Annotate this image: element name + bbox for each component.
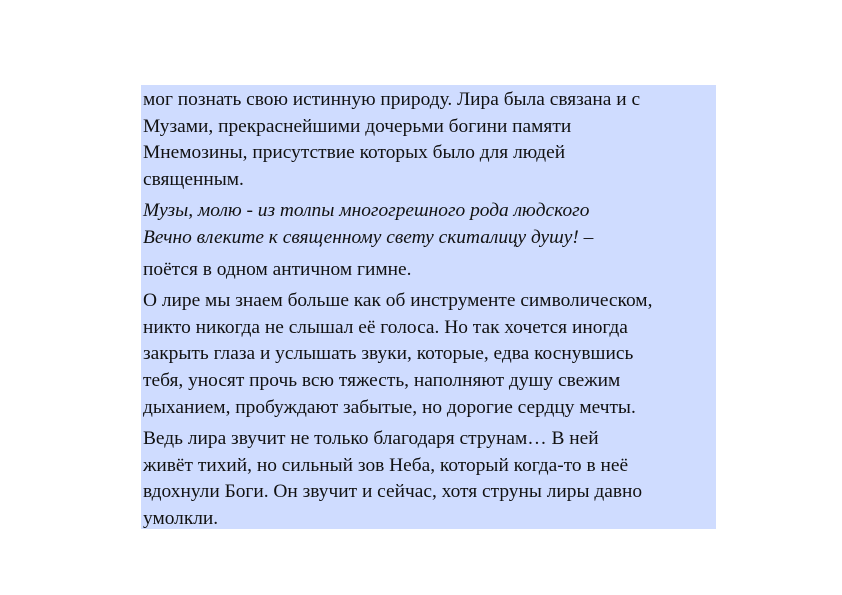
text-line: закрыть глаза и услышать звуки, которые, едва коснувшись [143,343,634,365]
text-line: живёт тихий, но сильный зов Неба, который когда-то в неё [143,454,629,476]
quote-line-2: Вечно влеките к священному свету скиталицу душу! [143,226,579,248]
paragraph-hymn-attribution [143,257,714,284]
text-line: поётся в одном античном гимне. [143,258,412,280]
text-line: мог познать свою истинную природу. Лира была связана и с [143,89,641,110]
text-line: вдохнули Боги. Он звучит и сейчас, хотя струны лиры давно [143,481,643,503]
text-line: Музами, прекраснейшими дочерьми богини памяти [143,115,572,137]
text-line: дыханием, пробуждают забытые, но дорогие сердцу мечты. [143,396,636,418]
text-line: никто никогда не слышал её голоса. Но так хочется иногда [143,316,628,338]
text-line: О лире мы знаем больше как об инструменте символическом, [143,290,653,312]
text-line: священным. [143,168,244,190]
text-line: тебя, уносят прочь всю тяжесть, наполняют душу свежим [143,369,621,391]
text-block [141,85,716,529]
quote-dash: – [578,226,594,248]
paragraph-lyre-sky [143,426,714,532]
text-line: Ведь лира звучит не только благодаря струнам… В ней [143,428,599,450]
hymn-quote [143,198,714,251]
paragraph-lyre-instrument [143,288,714,421]
text-line: Мнемозины, присутствие которых было для людей [143,142,566,164]
quote-line-1: Музы, молю - из толпы многогрешного рода людского [143,200,590,222]
paragraph-lyre-muses [143,87,714,193]
text-line: умолкли. [143,507,219,529]
